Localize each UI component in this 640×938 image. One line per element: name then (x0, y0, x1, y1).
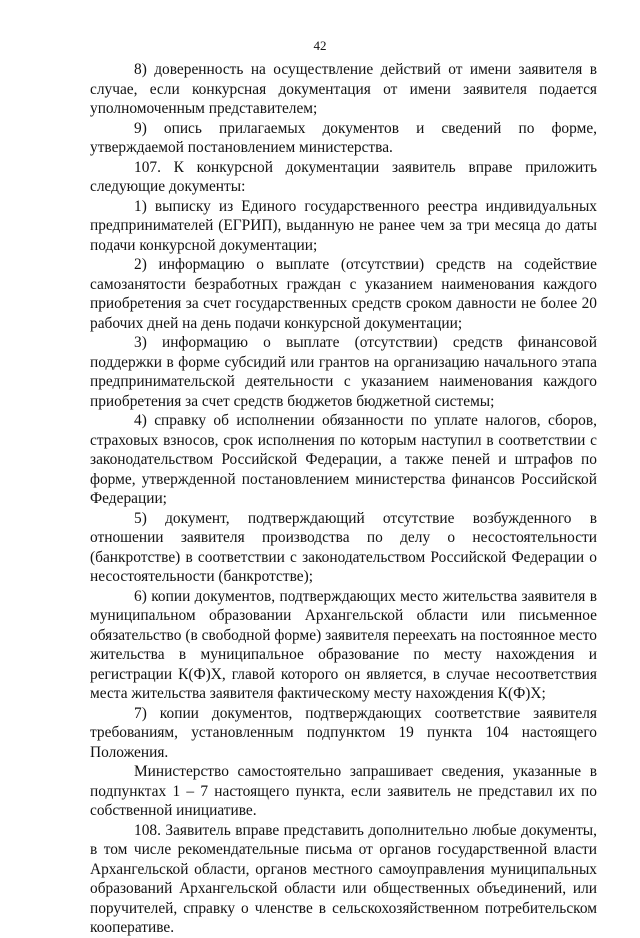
paragraph-item-4: 4) справку об исполнении обязанности по уплате налогов, сборов, страховых взносов, срок исполнения по которым наступил в соответствии с законодательством Российской Федерации, а также пеней и штрафов по форме, утвержденной постановлением министерства финансов Российской Федерации; (90, 412, 597, 507)
paragraph-item-2: 2) информацию о выплате (отсутствии) средств на содействие самозанятости безработных граждан с указанием наименования каждого приобретения за счет государственных средств сроком давности не более 20 рабочих дней на день подачи конкурсной документации; (90, 256, 597, 332)
paragraph-item-8: 8) доверенность на осуществление действий от имени заявителя в случае, если конкурсная документация от имени заявителя подается уполномоченным представителем; (90, 61, 597, 117)
document-body (90, 60, 597, 938)
paragraph-item-6: 6) копии документов, подтверждающих место жительства заявителя в муниципальном образовании Архангельской области или письменное обязательство (в свободной форме) заявителя переехать на постоянное место жительства в муниципальное образование по месту нахождения и регистрации К(Ф)Х, главой которого он является, в случае несоответствия места жительства заявителя фактическому месту нахождения К(Ф)Х; (90, 587, 597, 702)
paragraph-item-9: 9) опись прилагаемых документов и сведений по форме, утверждаемой постановлением министерства. (90, 119, 597, 156)
paragraph-clause-107: 107. К конкурсной документации заявитель вправе приложить следующие документы: (90, 158, 597, 195)
page-number: 42 (313, 38, 327, 53)
paragraph-ministry-note: Министерство самостоятельно запрашивает сведения, указанные в подпунктах 1 – 7 настоящего пункта, если заявитель не представил их по собственной инициативе. (90, 763, 597, 819)
paragraph-item-7: 7) копии документов, подтверждающих соответствие заявителя требованиям, установленным подпунктом 19 пункта 104 настоящего Положения. (90, 704, 597, 761)
paragraph-item-3: 3) информацию о выплате (отсутствии) средств финансовой поддержки в форме субсидий или грантов на организацию начального этапа предпринимательской деятельности с указанием наименования каждого приобретения за счет средств бюджетов бюджетной системы; (90, 334, 597, 410)
paragraph-item-5: 5) документ, подтверждающий отсутствие возбужденного в отношении заявителя производства по делу о несостоятельности (банкротстве) в соответствии с законодательством Российской Федерации о несостоятельности (банкротстве); (90, 509, 597, 585)
paragraph-item-1: 1) выписку из Единого государственного реестра индивидуальных предпринимателей (ЕГРИП), выданную не ранее чем за три месяца до даты подачи конкурсной документации; (90, 197, 597, 254)
paragraph-clause-108: 108. Заявитель вправе представить дополнительно любые документы, в том числе рекомендательные письма от органов государственной власти Архангельской области, органов местного самоуправления муниципальных образований Архангельской области или общественных объединений, или поручителей, справку о членстве в сельскохозяйственном потребительском кооперативе. (90, 821, 597, 936)
